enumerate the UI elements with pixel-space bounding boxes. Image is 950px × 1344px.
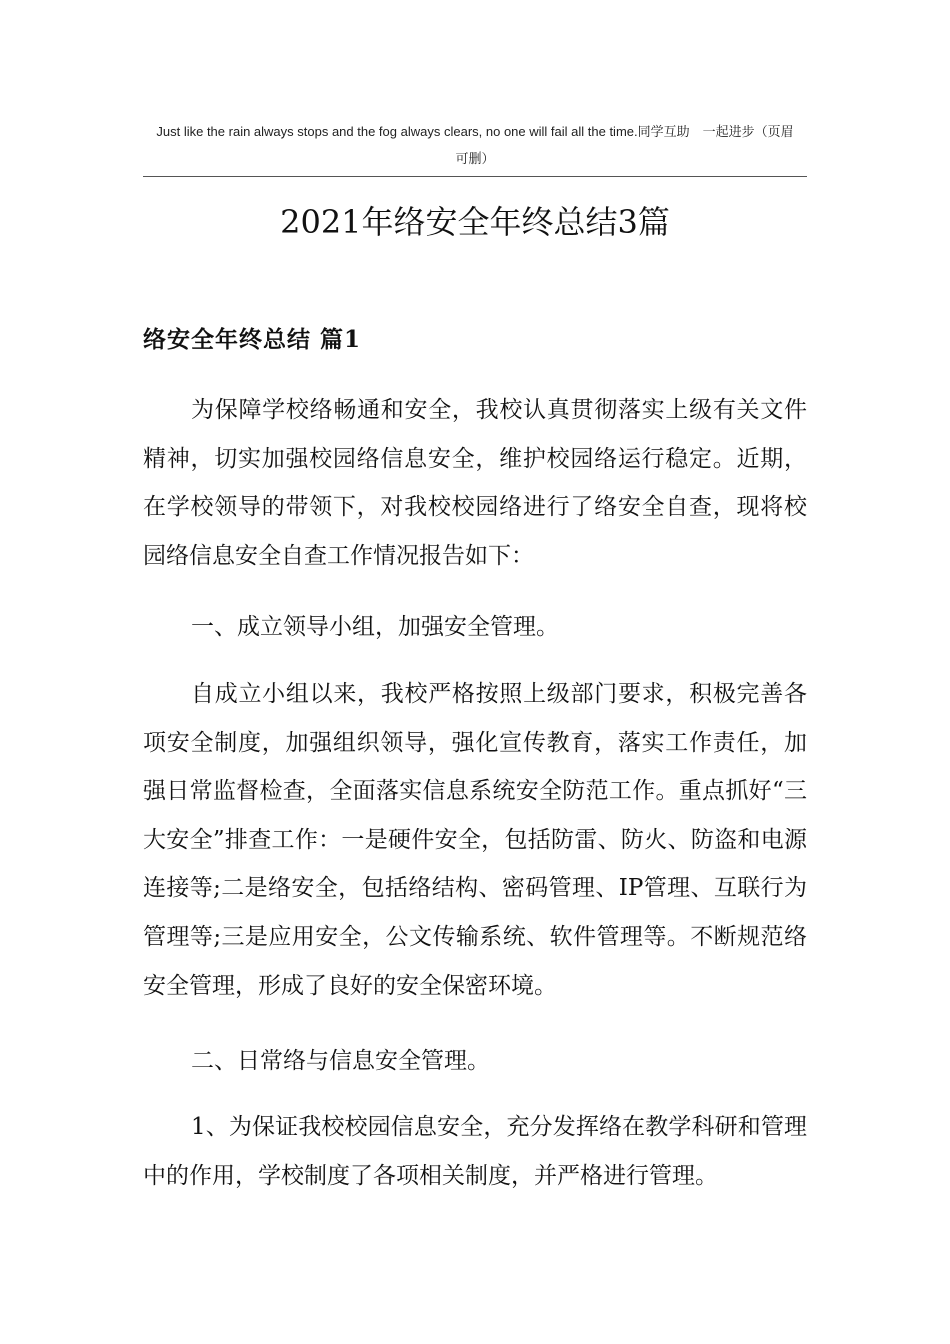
header-line-2: 可删） [455, 151, 495, 166]
header-line-1: Just like the rain always stops and the fog always clears, no one will fail all the time.同学互助 一起进步（页眉 [156, 124, 794, 139]
page-header [143, 118, 807, 172]
body-paragraph-item-1: 1、为保证我校校园信息安全，充分发挥络在教学科研和管理中的作用，学校制度了各项相关制度，并严格进行管理。 [143, 1114, 807, 1189]
body-paragraph-intro: 为保障学校络畅通和安全，我校认真贯彻落实上级有关文件精神，切实加强校园络信息安全，维护校园络运行稳定。近期，在学校领导的带领下，对我校校园络进行了络安全自查，现将校园络信息安全自查工作情况报告如下： [143, 397, 807, 569]
body-paragraph-heading-1: 一、成立领导小组，加强安全管理。 [191, 614, 559, 640]
document-title: 2021年络安全年终总结3篇 [280, 203, 670, 241]
body-paragraph-management: 自成立小组以来，我校严格按照上级部门要求，积极完善各项安全制度，加强组织领导，强化宣传教育，落实工作责任，加强日常监督检查，全面落实信息系统安全防范工作。重点抓好“三大安全”排查工作：一是硬件安全，包括防雷、防火、防盗和电源连接等;二是络安全，包括络结构、密码管理、IP管理、互联行为管理等;三是应用安全，公文传输系统、软件管理等。不断规范络安全管理，形成了良好的安全保密环境。 [143, 681, 807, 999]
section-heading: 络安全年终总结 篇1 [143, 326, 362, 353]
body-paragraph-heading-2: 二、日常络与信息安全管理。 [191, 1048, 490, 1074]
header-divider [143, 176, 807, 177]
